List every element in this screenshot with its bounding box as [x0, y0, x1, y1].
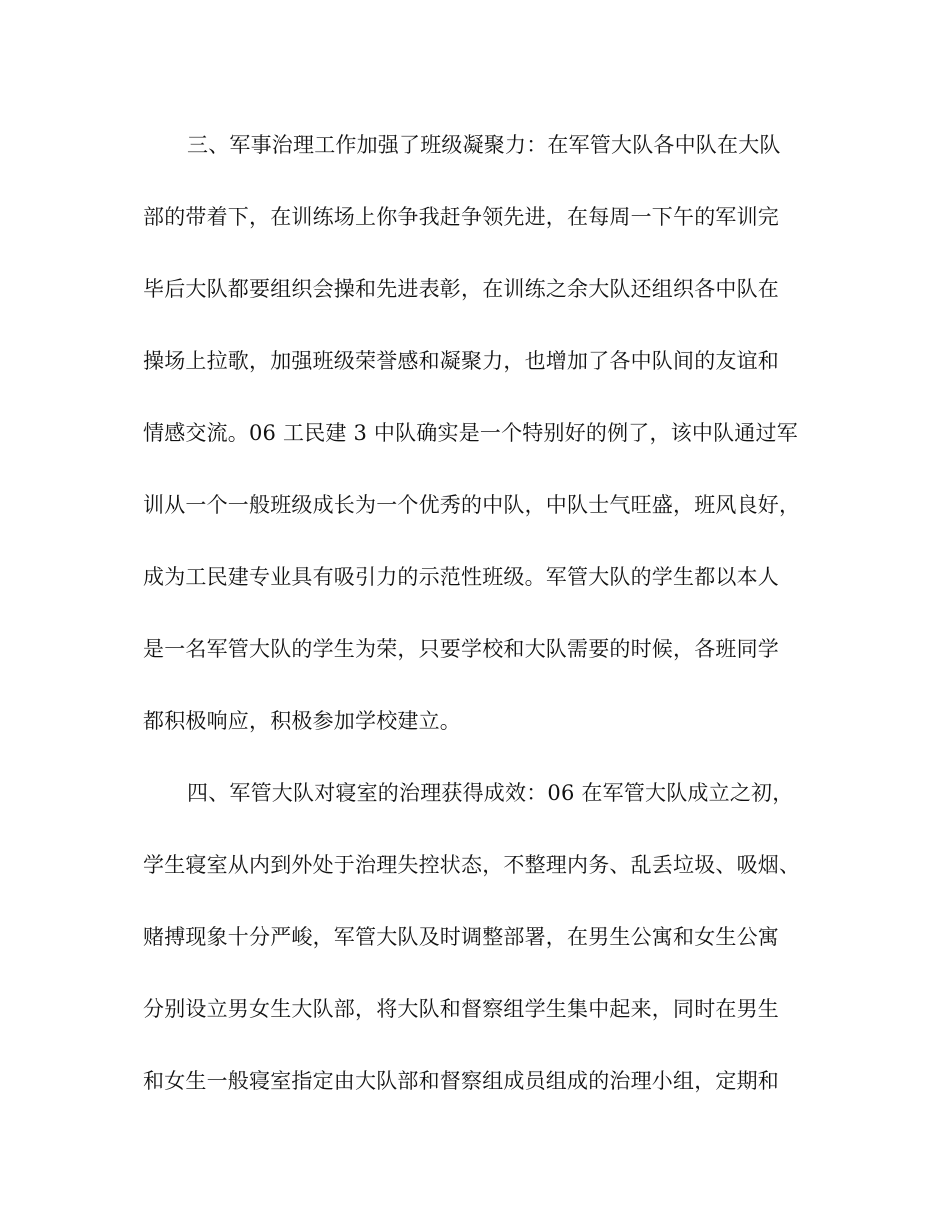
paragraph-3-line-9: 都积极响应，积极参加学校建立。 [143, 709, 461, 733]
paragraph-4-line-1: 四、军管大队对寝室的治理获得成效：06 在军管大队成立之初， [187, 781, 794, 805]
paragraph-4-line-3: 赌搏现象十分严峻，军管大队及时调整部署，在男生公寓和女生公寓 [143, 925, 779, 949]
paragraph-3-line-3: 毕后大队都要组织会操和先进表彰，在训练之余大队还组织各中队在 [143, 277, 779, 301]
paragraph-4-line-2: 学生寝室从内到外处于治理失控状态，不整理内务、乱丢垃圾、吸烟、 [143, 853, 801, 877]
paragraph-3-line-5: 情感交流。06 工民建 3 中队确实是一个特别好的例了，该中队通过军 [143, 421, 798, 445]
paragraph-3-line-8: 是一名军管大队的学生为荣，只要学校和大队需要的时候，各班同学 [143, 637, 779, 661]
paragraph-4-line-5: 和女生一般寝室指定由大队部和督察组成员组成的治理小组，定期和 [143, 1069, 779, 1093]
paragraph-3-line-7: 成为工民建专业具有吸引力的示范性班级。军管大队的学生都以本人 [143, 565, 779, 589]
paragraph-3-line-2: 部的带着下，在训练场上你争我赶争领先进，在每周一下午的军训完 [143, 205, 779, 229]
paragraph-4-line-4: 分别设立男女生大队部，将大队和督察组学生集中起来，同时在男生 [143, 997, 779, 1021]
paragraph-3-line-1: 三、军事治理工作加强了班级凝聚力：在军管大队各中队在大队 [187, 133, 781, 157]
paragraph-3-line-6: 训从一个一般班级成长为一个优秀的中队，中队士气旺盛，班风良好， [143, 493, 801, 517]
paragraph-3-line-4: 操场上拉歌，加强班级荣誉感和凝聚力，也增加了各中队间的友谊和 [143, 349, 779, 373]
